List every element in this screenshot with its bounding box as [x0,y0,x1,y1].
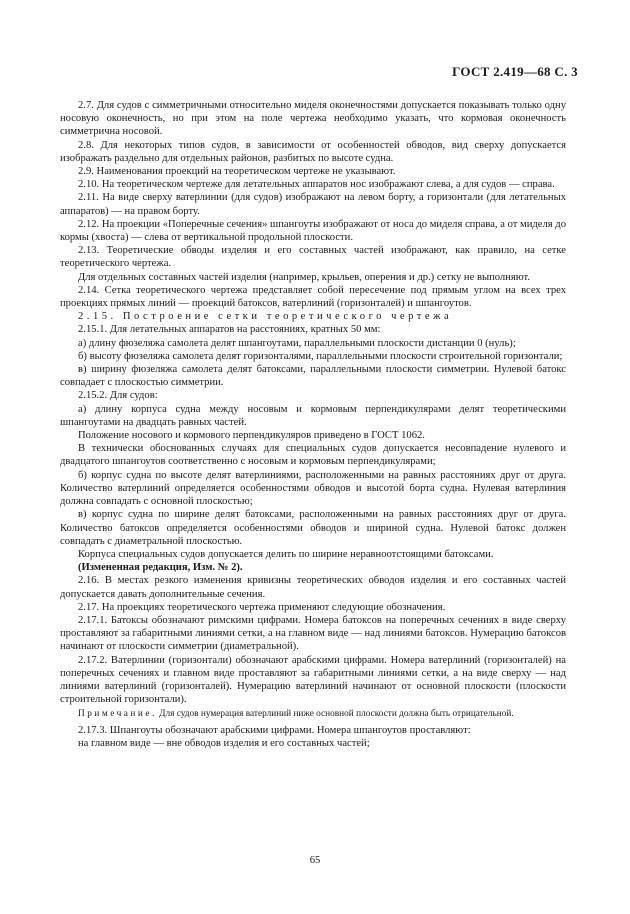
paragraph: 2.9. Наименования проекций на теоретическом чертеже не указывают. [78,166,396,178]
paragraph: 2.15.1. Для летательных аппаратов на расстояниях, кратных 50 мм: [78,324,381,336]
paragraph: 2.15.2. Для судов: [78,390,158,402]
paragraph: Корпуса специальных судов допускается делить по ширине неравноотстоящими батоксами. [78,548,494,560]
paragraph: 2.17.1. Батоксы обозначают римскими цифрами. Номера батоксов на поперечных сечениях в виде сверху проставляют за габаритными линиями сетки, а на главном виде — над линиями батоксов. Нумерацию батоксов начинают от плоскости симметрии (диаметральной). [60,614,566,653]
paragraph: 2.17. На проекциях теоретического чертежа применяют следующие обозначения. [78,601,446,613]
paragraph: 2.8. Для некоторых типов судов, в зависимости от особенностей обводов, вид сверху допускается изображать раздельно для отдельных районов, разбитых по высоте судна. [60,139,566,164]
paragraph: 2.14. Сетка теоретического чертежа представляет собой пересечение под прямым углом на всех трех проекциях прямых линий — проекций батоксов, ватерлиний (горизонталей) и шпангоутов. [60,284,566,310]
paragraph: 2.13. Теоретические обводы изделия и его составных частей изображают, как правило, на сетке теоретического чертежа. [60,245,566,270]
document-body [60,99,566,750]
note-text: Для судов нумерация ватерлиний ниже основной плоскости должна быть отрицательной. [156,709,514,720]
paragraph: (Измененная редакция, Изм. № 2). [78,562,243,574]
paragraph: 2.12. На проекции «Поперечные сечения» шпангоуты изображают от носа до миделя справа, а от миделя до кормы (хвоста) — слева от вертикальной продольной плоскости. [60,218,566,244]
paragraph: в) ширину фюзеляжа самолета делят батоксами, параллельными плоскости симметрии. Нулевой батокс совпадает с плоскостью симметрии. [60,364,566,389]
paragraph: Положение носового и кормового перпендикуляров приведено в ГОСТ 1062. [78,430,425,442]
paragraph: б) корпус судна по высоте делят ватерлиниями, расположенными на равных расстояниях друг от друга. Количество ватерлиний определяется особенностями обводов и высотой борта судна. Нулевая ватерлиния должна совпадать с основной плоскостью; [60,469,566,508]
paragraph: 2.15. Построение сетки теоретического чертежа [78,311,453,323]
paragraph: б) высоту фюзеляжа самолета делят горизонталями, параллельными плоскости строительной горизонтали; [78,350,563,362]
paragraph: 2.10. На теоретическом чертеже для летательных аппаратов нос изображают слева, а для судов — справа. [78,179,555,191]
paragraph: 2.17.2. Ватерлинии (горизонтали) обозначают арабскими цифрами. Номера ватерлиний (горизонталей) на поперечных сечениях и главном виде проставляют за габаритными линиями сетки, а на виде сверху — над линиями ватерлиний (горизонталей). Нумерацию ватерлиний начинают от основной плоскости (плоскости строительной горизонтали). [60,654,566,706]
paragraph: в) корпус судна по ширине делят батоксами, расположенными на равных расстояниях друг от друга. Количество батоксов определяется особенностями обводов и шириной судна. Нулевой батокс должен совпадать с диаметральной плоскостью. [60,509,566,547]
paragraph: а) длину фюзеляжа самолета делят шпангоутами, параллельными плоскости дистанции 0 (нуль); [78,337,516,349]
paragraph: 2.7. Для судов с симметричными относительно миделя оконечностями допускается показывать только одну носовую оконечность, но при этом на поле чертежа необходимо указать, что кормовая оконечность симметрична носовой. [60,100,566,138]
page-number: 65 [309,855,321,866]
paragraph: В технически обоснованных случаях для специальных судов допускается несовпадение нулевого и двадцатого шпангоутов соответственно с носовым и кормовым перпендикулярами; [60,443,566,468]
document-header: ГОСТ 2.419—68 С. 3 [452,64,578,79]
note-label: Примечание. [78,709,157,720]
paragraph: а) длину корпуса судна между носовым и кормовым перпендикулярами делят теоретическими шпангоутами на двадцать равных частей. [60,403,566,428]
paragraph: на главном виде — вне обводов изделия и его составных частей; [78,738,370,750]
paragraph: 2.16. В местах резкого изменения кривизны теоретических обводов изделия и его составных частей допускается давать дополнительные сечения. [60,575,566,600]
paragraph: 2.17.3. Шпангоуты обозначают арабскими цифрами. Номера шпангоутов проставляют: [78,724,471,736]
note-paragraph [60,708,566,722]
paragraph: Для отдельных составных частей изделия (например, крыльев, оперения и др.) сетку не выполняют. [78,271,530,283]
paragraph: 2.11. На виде сверху ватерлинии (для судов) изображают на левом борту, а горизонтали (для летательных аппаратов) — на правом борту. [60,192,566,217]
